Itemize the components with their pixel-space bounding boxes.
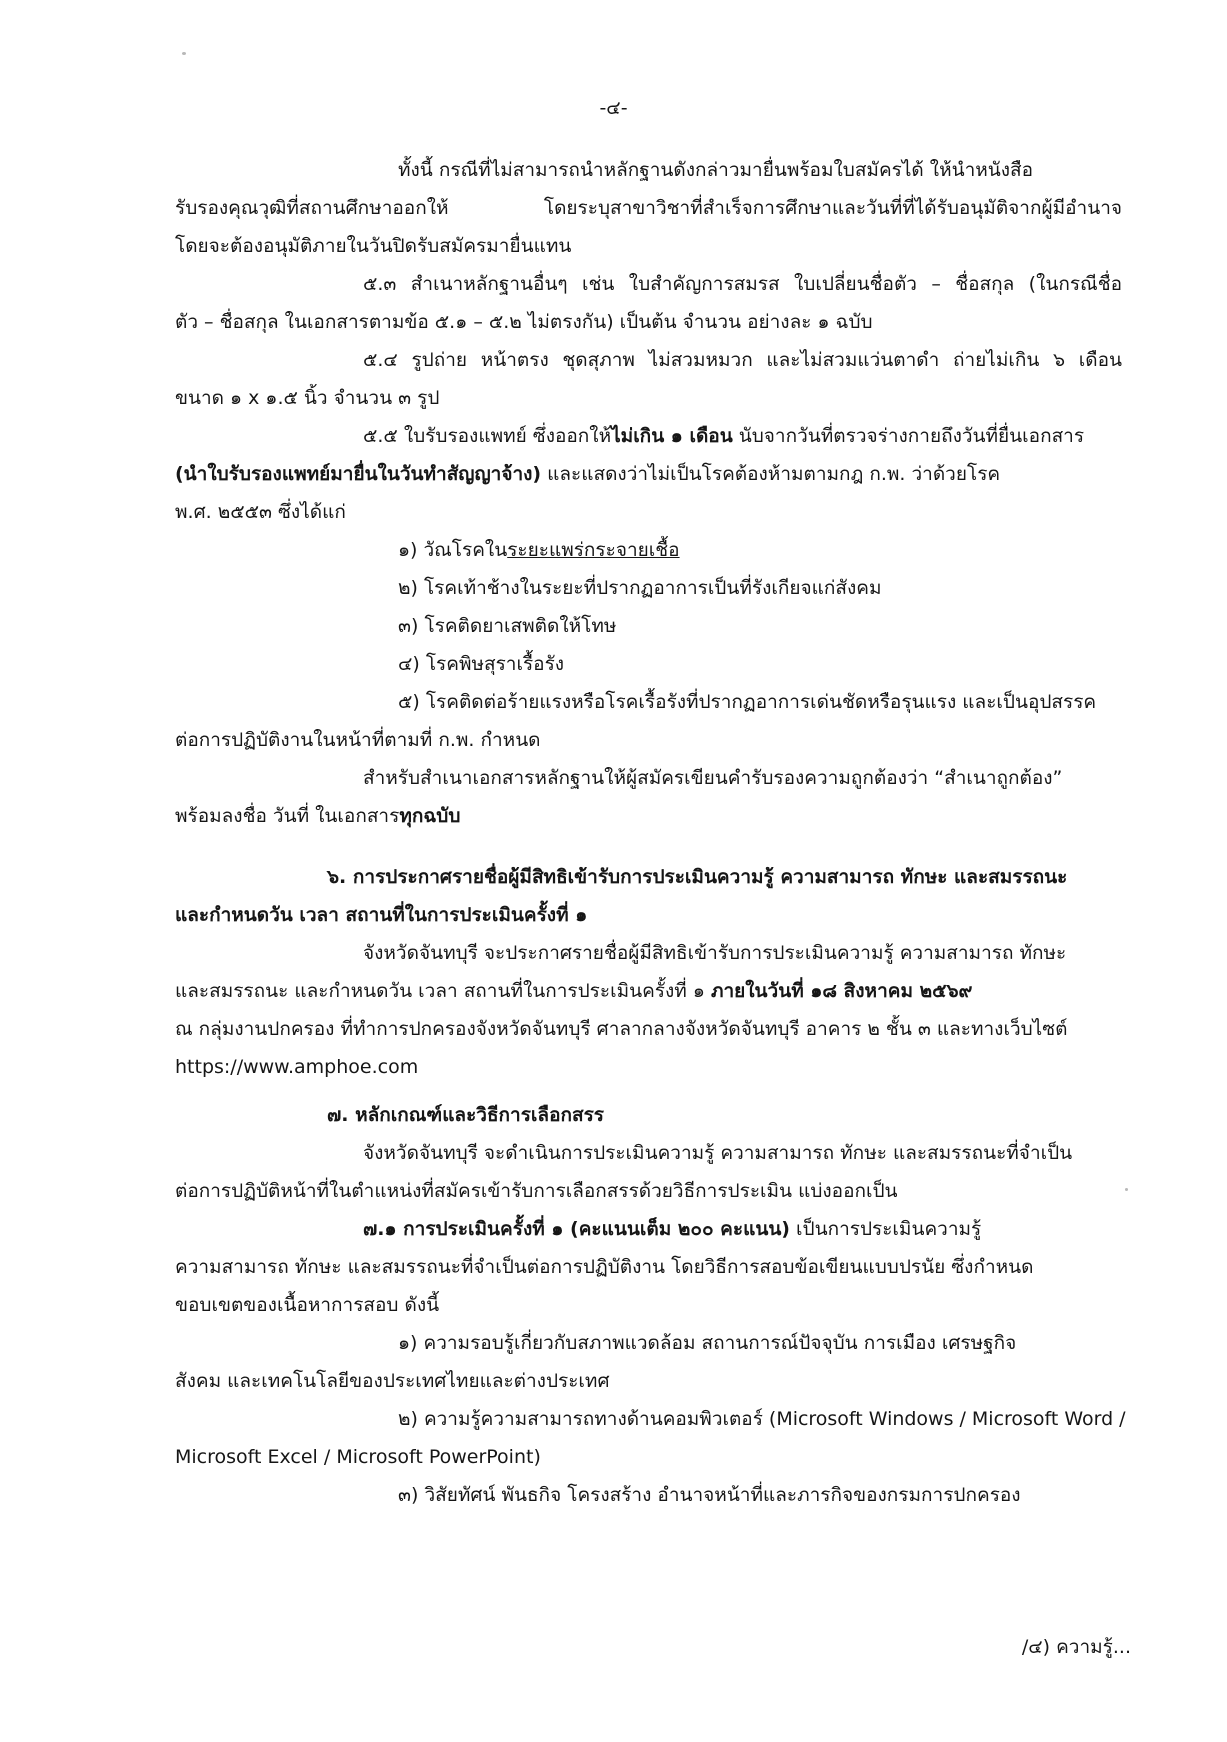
paragraph-line: จังหวัดจันทบุรี จะดำเนินการประเมินความรู้ ความสามารถ ทักษะ และสมรรถนะที่จำเป็น — [363, 1142, 1073, 1164]
paragraph-line — [363, 1216, 981, 1242]
scan-speck — [182, 52, 186, 55]
paragraph-line: ขนาด ๑ x ๑.๕ นิ้ว จำนวน ๓ รูป — [175, 387, 440, 409]
text-run: ๕.๕ ใบรับรองแพทย์ ซึ่งออกให้ — [363, 425, 612, 447]
scan-speck — [1125, 1188, 1128, 1191]
paragraph-line: ทั้งนี้ กรณีที่ไม่สามารถนำหลักฐานดังกล่าวมายื่นพร้อมใบสมัครได้ ให้นำหนังสือ — [398, 159, 1034, 181]
paragraph-line: ต่อการปฏิบัติหน้าที่ในตำแหน่งที่สมัครเข้ารับการเลือกสรรด้วยวิธีการประเมิน แบ่งออกเป็น — [175, 1180, 898, 1202]
paragraph-line: ขอบเขตของเนื้อหาการสอบ ดังนี้ — [175, 1294, 440, 1316]
bold-text: ไม่เกิน ๑ เดือน — [611, 425, 733, 447]
paragraph-line: สังคม และเทคโนโลยีของประเทศไทยและต่างประเทศ — [175, 1370, 610, 1392]
underlined-text: ระยะแพร่กระจายเชื้อ — [507, 539, 680, 561]
list-item: ๑) ความรอบรู้เกี่ยวกับสภาพแวดล้อม สถานการณ์ปัจจุบัน การเมือง เศรษฐกิจ — [398, 1332, 1017, 1354]
paragraph-line: ณ กลุ่มงานปกครอง ที่ทำการปกครองจังหวัดจันทบุรี ศาลากลางจังหวัดจันทบุรี อาคาร ๒ ชั้น ๓ และทางเว็บไซต์ — [175, 1018, 1068, 1040]
paragraph-line: ต่อการปฏิบัติงานในหน้าที่ตามที่ ก.พ. กำหนด — [175, 729, 541, 751]
paragraph-line — [363, 423, 1084, 449]
section-heading: ๗. หลักเกณฑ์และวิธีการเลือกสรร — [327, 1104, 604, 1126]
list-item: ๕) โรคติดต่อร้ายแรงหรือโรคเรื้อรังที่ปรากฏอาการเด่นชัดหรือรุนแรง และเป็นอุปสรรค — [398, 691, 1097, 713]
section-heading: ๖. การประกาศรายชื่อผู้มีสิทธิเข้ารับการประเมินความรู้ ความสามารถ ทักษะ และสมรรถนะ — [327, 866, 1068, 888]
bold-text: ทุกฉบับ — [399, 805, 461, 827]
page-number: -๔- — [599, 97, 628, 119]
list-item: ๒) โรคเท้าช้างในระยะที่ปรากฏอาการเป็นที่รังเกียจแก่สังคม — [398, 577, 882, 599]
bold-text: (นำใบรับรองแพทย์มายื่นในวันทำสัญญาจ้าง) — [175, 463, 542, 485]
list-item: ๓) โรคติดยาเสพติดให้โทษ — [398, 615, 617, 637]
paragraph-line: พ.ศ. ๒๕๕๓ ซึ่งได้แก่ — [175, 501, 346, 523]
paragraph-line — [175, 461, 1000, 487]
text-run: และสมรรถนะ และกำหนดวัน เวลา สถานที่ในการประเมินครั้งที่ ๑ — [175, 980, 711, 1002]
bold-text: ภายในวันที่ ๑๘ สิงหาคม ๒๕๖๙ — [710, 980, 973, 1002]
paragraph-line: จังหวัดจันทบุรี จะประกาศรายชื่อผู้มีสิทธิเข้ารับการประเมินความรู้ ความสามารถ ทักษะ — [363, 942, 1067, 964]
text-run: พร้อมลงชื่อ วันที่ ในเอกสาร — [175, 805, 400, 827]
list-item — [398, 537, 680, 563]
list-item: ๔) โรคพิษสุราเรื้อรัง — [398, 653, 565, 675]
paragraph-line: โดยจะต้องอนุมัติภายในวันปิดรับสมัครมายื่นแทน — [175, 235, 572, 257]
paragraph-line: ๕.๓ สำเนาหลักฐานอื่นๆ เช่น ใบสำคัญการสมรส ใบเปลี่ยนชื่อตัว – ชื่อสกุล (ในกรณีชื่อ — [363, 273, 1122, 295]
section-heading: และกำหนดวัน เวลา สถานที่ในการประเมินครั้งที่ ๑ — [175, 904, 588, 926]
paragraph-line: ความสามารถ ทักษะ และสมรรถนะที่จำเป็นต่อการปฏิบัติงาน โดยวิธีการสอบข้อเขียนแบบปรนัย ซึ่งกำหนด — [175, 1256, 1034, 1278]
website-link[interactable]: https://www.amphoe.com — [175, 1056, 419, 1078]
bold-text: ๗.๑ การประเมินครั้งที่ ๑ (คะแนนเต็ม ๒๐๐ คะแนน) — [363, 1218, 790, 1240]
list-item: ๒) ความรู้ความสามารถทางด้านคอมพิวเตอร์ (Microsoft Windows / Microsoft Word / — [398, 1408, 1126, 1430]
text-run: และแสดงว่าไม่เป็นโรคต้องห้ามตามกฎ ก.พ. ว่าด้วยโรค — [541, 463, 1001, 485]
paragraph-line: ๕.๔ รูปถ่าย หน้าตรง ชุดสุภาพ ไม่สวมหมวก และไม่สวมแว่นตาดำ ถ่ายไม่เกิน ๖ เดือน — [363, 349, 1122, 371]
list-item: ๓) วิสัยทัศน์ พันธกิจ โครงสร้าง อำนาจหน้าที่และภารกิจของกรมการปกครอง — [398, 1484, 1021, 1506]
text-run: เป็นการประเมินความรู้ — [790, 1218, 982, 1240]
paragraph-line — [175, 803, 460, 829]
paragraph-line — [175, 978, 972, 1004]
paragraph-line: รับรองคุณวุฒิที่สถานศึกษาออกให้ โดยระบุสาขาวิชาที่สำเร็จการศึกษาและวันที่ที่ได้รับอนุมัติจากผู้มีอำนาจ — [175, 197, 1122, 219]
text-run: ๑) วัณโรคใน — [398, 539, 508, 561]
text-run: นับจากวันที่ตรวจร่างกายถึงวันที่ยื่นเอกสาร — [732, 425, 1085, 447]
paragraph-line: ตัว – ชื่อสกุล ในเอกสารตามข้อ ๕.๑ – ๕.๒ ไม่ตรงกัน) เป็นต้น จำนวน อย่างละ ๑ ฉบับ — [175, 311, 873, 333]
continuation-marker: /๔) ความรู้... — [1021, 1636, 1131, 1658]
paragraph-line: Microsoft Excel / Microsoft PowerPoint) — [175, 1446, 541, 1468]
paragraph-line: สำหรับสำเนาเอกสารหลักฐานให้ผู้สมัครเขียนคำรับรองความถูกต้องว่า “สำเนาถูกต้อง” — [363, 767, 1063, 789]
